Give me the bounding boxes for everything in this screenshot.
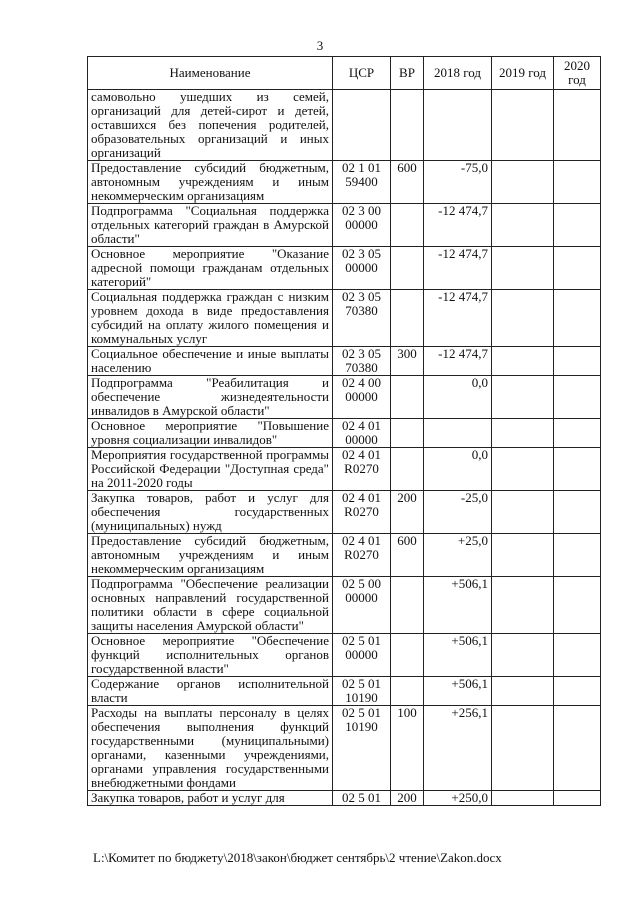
cell-vr xyxy=(391,448,424,491)
cell-vr xyxy=(391,376,424,419)
table-row xyxy=(88,577,601,634)
table-row xyxy=(88,534,601,577)
cell-2019 xyxy=(492,247,554,290)
cell-2019 xyxy=(492,347,554,376)
cell-2020 xyxy=(554,347,601,376)
cell-name: Закупка товаров, работ и услуг для xyxy=(88,791,333,806)
cell-2018 xyxy=(424,419,492,448)
cell-2018: +506,1 xyxy=(424,677,492,706)
cell-2019 xyxy=(492,491,554,534)
cell-csr: 02 5 01 10190 xyxy=(333,706,391,791)
cell-vr xyxy=(391,577,424,634)
cell-2018: +256,1 xyxy=(424,706,492,791)
cell-name: самовольно ушедших из семей, организаций для детей-сирот и детей, оставшихся без попечения родителей, образовательных организаций и иных организаций xyxy=(88,90,333,161)
header-2018: 2018 год xyxy=(424,57,492,90)
cell-name: Социальная поддержка граждан с низким уровнем дохода в виде предоставления субсидий на оплату жилого помещения и коммунальных услуг xyxy=(88,290,333,347)
table-row xyxy=(88,791,601,806)
page-number: 3 xyxy=(316,38,324,53)
cell-csr: 02 5 01 xyxy=(333,791,391,806)
cell-name: Мероприятия государственной программы Российской Федерации "Доступная среда" на 2011-2020 годы xyxy=(88,448,333,491)
cell-2018: -12 474,7 xyxy=(424,247,492,290)
cell-2018: -75,0 xyxy=(424,161,492,204)
cell-2018 xyxy=(424,90,492,161)
table-row xyxy=(88,376,601,419)
cell-2020 xyxy=(554,448,601,491)
cell-name: Расходы на выплаты персоналу в целях обеспечения выполнения функций государственными (муниципальными) органами, казенными учреждениями, органами управления государственными внебюджетными фондами xyxy=(88,706,333,791)
table-row xyxy=(88,247,601,290)
cell-2019 xyxy=(492,577,554,634)
table-row xyxy=(88,448,601,491)
cell-2020 xyxy=(554,791,601,806)
cell-csr: 02 4 01 R0270 xyxy=(333,448,391,491)
cell-2019 xyxy=(492,290,554,347)
cell-vr: 200 xyxy=(391,491,424,534)
cell-name: Подпрограмма "Реабилитация и обеспечение жизнедеятельности инвалидов в Амурской области" xyxy=(88,376,333,419)
cell-vr: 100 xyxy=(391,706,424,791)
cell-name: Основное мероприятие "Обеспечение функций исполнительных органов государственной власти" xyxy=(88,634,333,677)
cell-vr: 200 xyxy=(391,791,424,806)
cell-2020 xyxy=(554,419,601,448)
cell-2020 xyxy=(554,577,601,634)
cell-2018: -12 474,7 xyxy=(424,347,492,376)
table-row xyxy=(88,706,601,791)
cell-2020 xyxy=(554,161,601,204)
cell-vr: 600 xyxy=(391,534,424,577)
cell-2020 xyxy=(554,634,601,677)
table-body xyxy=(88,90,601,806)
cell-2019 xyxy=(492,204,554,247)
header-vr: ВР xyxy=(391,57,424,90)
cell-2018: +25,0 xyxy=(424,534,492,577)
cell-2018: -12 474,7 xyxy=(424,290,492,347)
cell-vr xyxy=(391,90,424,161)
table-row xyxy=(88,204,601,247)
cell-2020 xyxy=(554,706,601,791)
cell-csr xyxy=(333,90,391,161)
cell-name: Предоставление субсидий бюджетным, автономным учреждениям и иным некоммерческим организациям xyxy=(88,161,333,204)
cell-vr xyxy=(391,204,424,247)
cell-2019 xyxy=(492,534,554,577)
cell-2020 xyxy=(554,204,601,247)
cell-2020 xyxy=(554,247,601,290)
table-row xyxy=(88,161,601,204)
cell-vr: 300 xyxy=(391,347,424,376)
cell-name: Закупка товаров, работ и услуг для обеспечения государственных (муниципальных) нужд xyxy=(88,491,333,534)
cell-name: Содержание органов исполнительной власти xyxy=(88,677,333,706)
cell-2019 xyxy=(492,448,554,491)
cell-csr: 02 5 01 10190 xyxy=(333,677,391,706)
cell-name: Социальное обеспечение и иные выплаты населению xyxy=(88,347,333,376)
cell-csr: 02 4 01 00000 xyxy=(333,419,391,448)
cell-vr: 600 xyxy=(391,161,424,204)
budget-table xyxy=(87,56,601,806)
cell-2019 xyxy=(492,90,554,161)
cell-2018: +506,1 xyxy=(424,577,492,634)
cell-2018: 0,0 xyxy=(424,376,492,419)
table-row xyxy=(88,290,601,347)
cell-csr: 02 3 05 70380 xyxy=(333,290,391,347)
cell-2020 xyxy=(554,290,601,347)
cell-2020 xyxy=(554,491,601,534)
cell-2019 xyxy=(492,677,554,706)
header-2020: 2020 год xyxy=(554,57,601,90)
cell-2020 xyxy=(554,90,601,161)
cell-csr: 02 4 01 R0270 xyxy=(333,534,391,577)
cell-2020 xyxy=(554,376,601,419)
cell-csr: 02 3 05 00000 xyxy=(333,247,391,290)
header-name: Наименование xyxy=(88,57,333,90)
cell-2018: -25,0 xyxy=(424,491,492,534)
cell-csr: 02 5 01 00000 xyxy=(333,634,391,677)
header-csr: ЦСР xyxy=(333,57,391,90)
cell-csr: 02 4 01 R0270 xyxy=(333,491,391,534)
header-2019: 2019 год xyxy=(492,57,554,90)
cell-2018: +250,0 xyxy=(424,791,492,806)
table-row xyxy=(88,347,601,376)
cell-csr: 02 1 01 59400 xyxy=(333,161,391,204)
cell-name: Основное мероприятие "Повышение уровня социализации инвалидов" xyxy=(88,419,333,448)
cell-vr xyxy=(391,290,424,347)
cell-2020 xyxy=(554,534,601,577)
cell-vr xyxy=(391,677,424,706)
cell-2019 xyxy=(492,419,554,448)
cell-name: Основное мероприятие "Оказание адресной помощи гражданам отдельных категорий" xyxy=(88,247,333,290)
cell-csr: 02 3 00 00000 xyxy=(333,204,391,247)
table-row xyxy=(88,90,601,161)
table-row xyxy=(88,677,601,706)
table-header-row xyxy=(88,57,601,90)
table-row xyxy=(88,634,601,677)
cell-name: Подпрограмма "Обеспечение реализации основных направлений государственной политики области в сфере социальной защиты населения Амурской области" xyxy=(88,577,333,634)
table-row xyxy=(88,419,601,448)
cell-vr xyxy=(391,634,424,677)
cell-name: Подпрограмма "Социальная поддержка отдельных категорий граждан в Амурской области" xyxy=(88,204,333,247)
cell-2019 xyxy=(492,706,554,791)
cell-vr xyxy=(391,419,424,448)
cell-2018: 0,0 xyxy=(424,448,492,491)
cell-csr: 02 5 00 00000 xyxy=(333,577,391,634)
cell-2020 xyxy=(554,677,601,706)
cell-2019 xyxy=(492,161,554,204)
cell-name: Предоставление субсидий бюджетным, автономным учреждениям и иным некоммерческим организациям xyxy=(88,534,333,577)
cell-csr: 02 3 05 70380 xyxy=(333,347,391,376)
footer-file-path: L:\Комитет по бюджету\2018\закон\бюджет сентябрь\2 чтение\Zakon.docx xyxy=(93,850,502,865)
cell-2018: +506,1 xyxy=(424,634,492,677)
cell-2019 xyxy=(492,791,554,806)
cell-csr: 02 4 00 00000 xyxy=(333,376,391,419)
cell-2019 xyxy=(492,376,554,419)
cell-vr xyxy=(391,247,424,290)
cell-2019 xyxy=(492,634,554,677)
cell-2018: -12 474,7 xyxy=(424,204,492,247)
table-row xyxy=(88,491,601,534)
